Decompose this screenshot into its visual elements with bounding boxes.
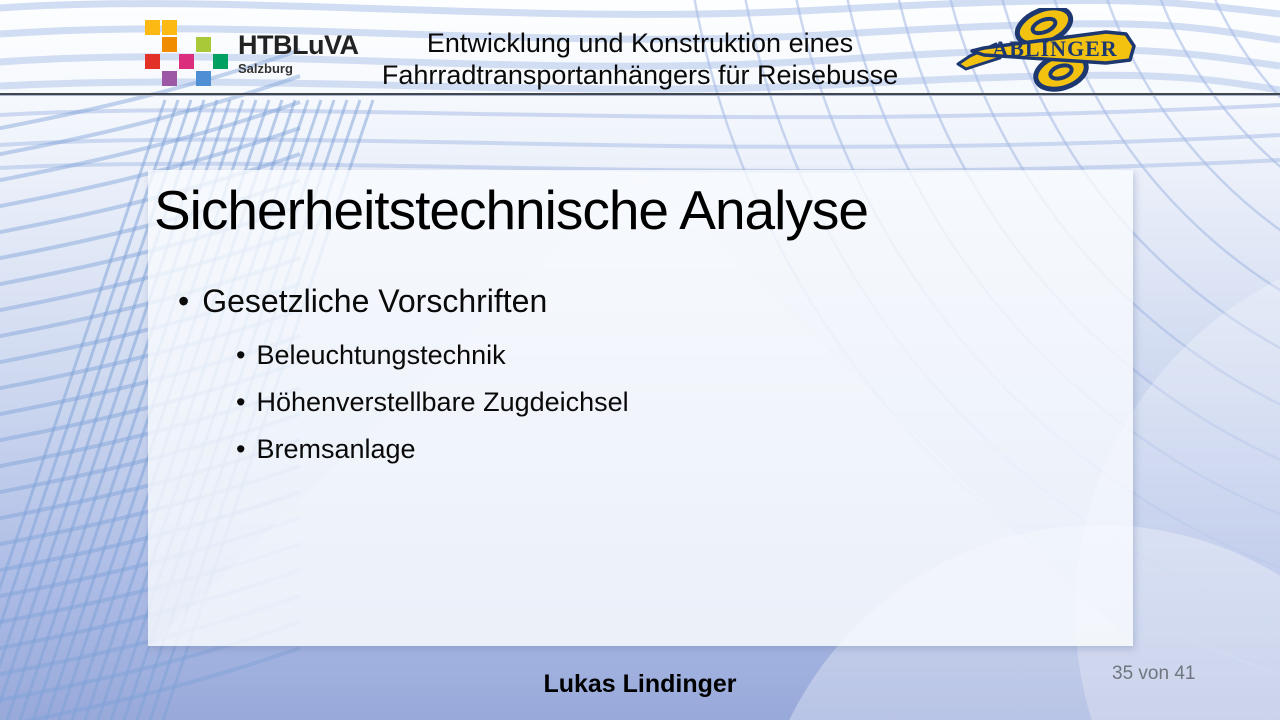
author-name: Lukas Lindinger: [543, 670, 737, 698]
logo-square: [196, 71, 211, 86]
logo-square: [145, 20, 160, 35]
bullet-item-level2: [236, 340, 1133, 371]
bullet-item-level2: [236, 387, 1133, 418]
bullet-marker: •: [178, 282, 190, 319]
ablinger-wordmark: ABLINGER: [992, 36, 1118, 61]
school-name: HTBLuVA: [238, 30, 359, 60]
presentation-title: [340, 27, 940, 92]
logo-square: [213, 54, 228, 69]
bullet-marker: •: [236, 433, 246, 464]
logo-square: [179, 54, 194, 69]
logo-square: [196, 37, 211, 52]
bullet-marker: •: [236, 339, 246, 370]
bullet-text: Höhenverstellbare Zugdeichsel: [256, 386, 629, 417]
htbluva-logo: [145, 20, 358, 86]
presentation-title-line2: Fahrradtransportanhängers für Reisebusse: [381, 60, 899, 91]
logo-square: [162, 37, 177, 52]
school-city: Salzburg: [238, 61, 293, 76]
slide-header: [0, 0, 1280, 93]
htbluva-logo-squares: [145, 20, 228, 86]
logo-square: [162, 71, 177, 86]
bullet-text: Beleuchtungstechnik: [256, 339, 506, 370]
bullet-text: Bremsanlage: [256, 433, 416, 464]
bullet-marker: •: [236, 386, 246, 417]
content-card: [148, 170, 1133, 646]
bullet-item-level1: [178, 283, 1133, 320]
logo-square: [145, 54, 160, 69]
header-divider: [0, 93, 1280, 96]
presentation-title-line1: Entwicklung und Konstruktion eines: [426, 28, 854, 58]
slide-title: Sicherheitstechnische Analyse: [154, 179, 868, 241]
logo-square: [162, 20, 177, 35]
ablinger-logo: [956, 8, 1142, 92]
page-indicator: 35 von 41: [1112, 663, 1196, 684]
bullet-text: Gesetzliche Vorschriften: [202, 282, 548, 319]
bullet-item-level2: [236, 434, 1133, 465]
